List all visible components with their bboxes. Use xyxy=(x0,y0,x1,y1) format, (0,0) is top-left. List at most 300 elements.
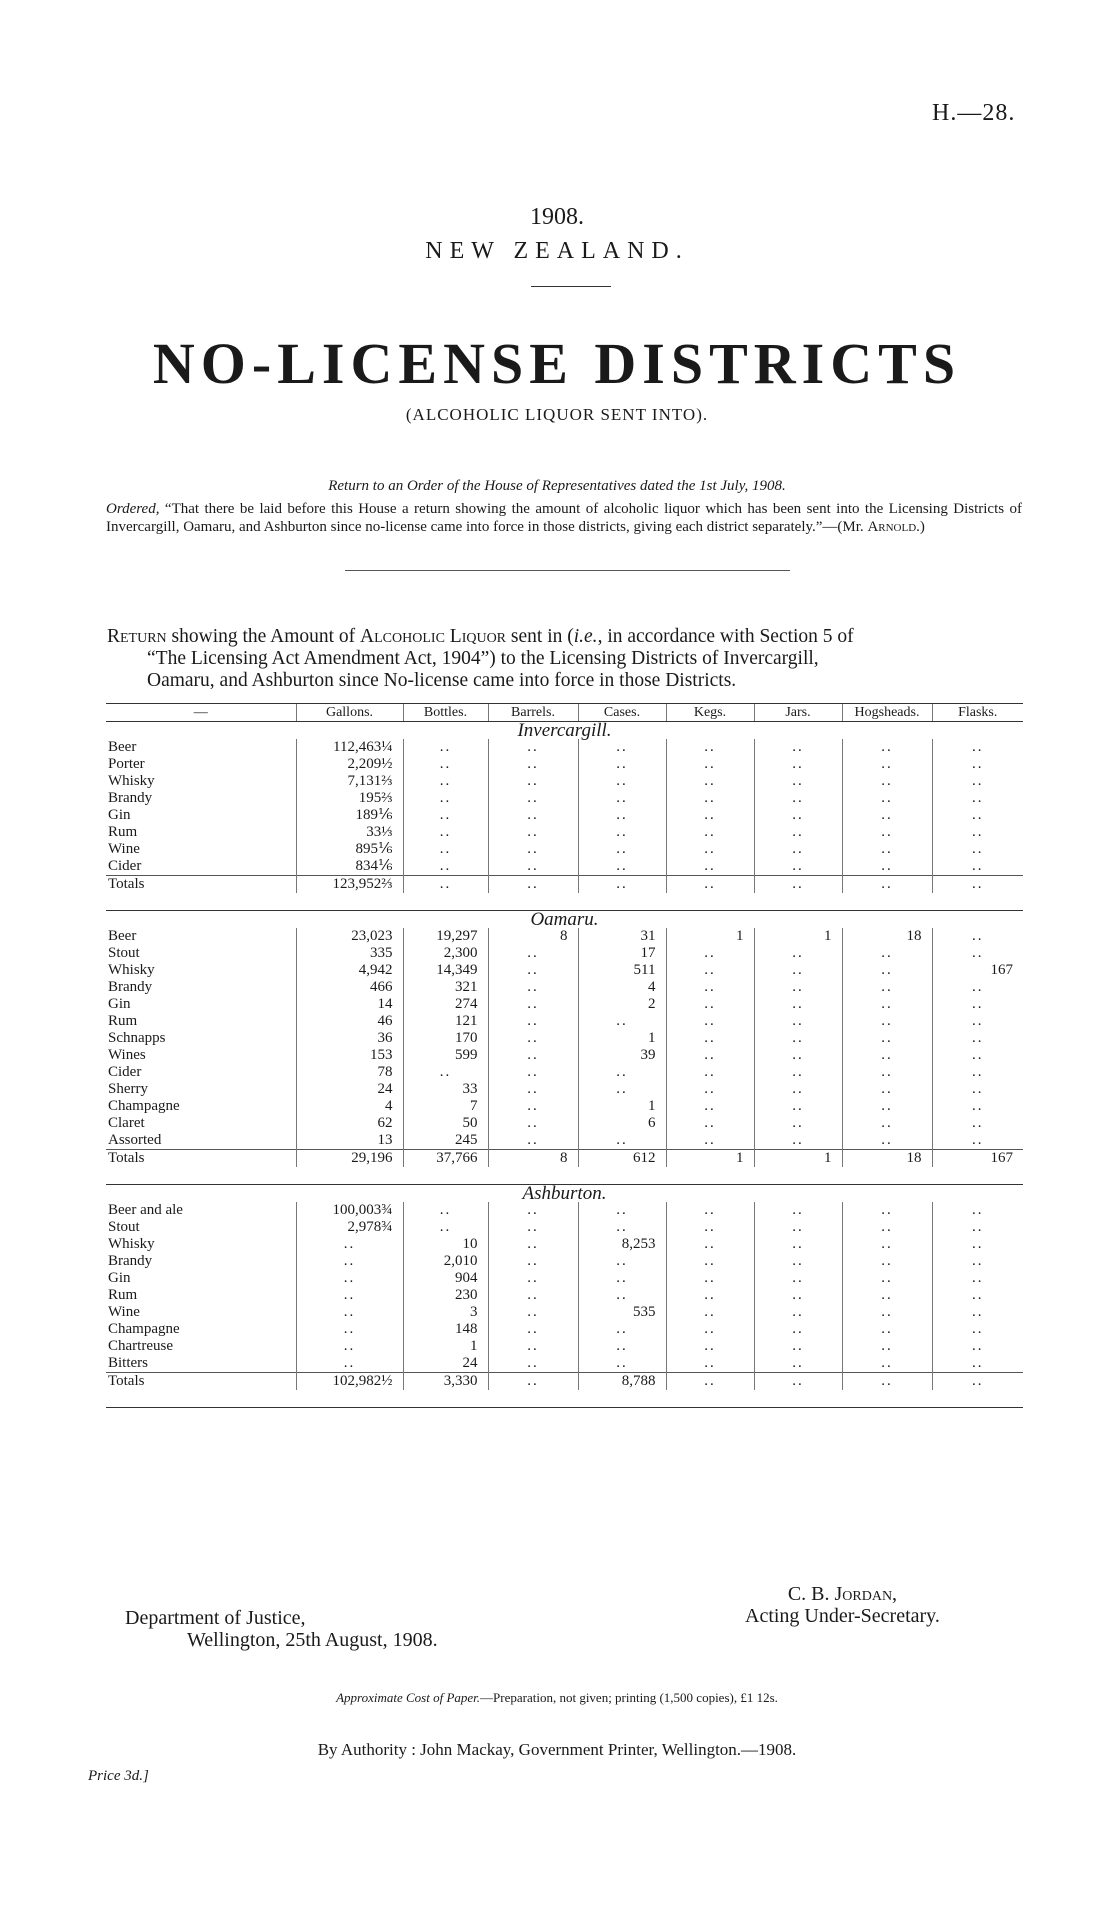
table-cell: .. xyxy=(666,1355,754,1373)
table-cell: .. xyxy=(932,1304,1023,1321)
table-cell: .. xyxy=(842,876,932,894)
liquor-name: Champagne xyxy=(108,1321,180,1337)
table-cell: .. xyxy=(754,962,842,979)
page-title: NO-LICENSE DISTRICTS xyxy=(152,331,962,396)
table-cell: 167 xyxy=(932,1150,1023,1168)
table-cell: .. xyxy=(666,739,754,756)
return-table xyxy=(106,703,1023,1408)
table-cell: .. xyxy=(578,1338,666,1355)
table-cell: .. xyxy=(578,1013,666,1030)
table-cell: 33⅓ xyxy=(296,824,403,841)
table-cell: .. xyxy=(754,1047,842,1064)
table-cell: .. xyxy=(296,1287,403,1304)
cost-note xyxy=(0,1690,1114,1706)
table-cell: .. xyxy=(842,1355,932,1373)
return-ie: i.e. xyxy=(573,626,598,647)
table-cell: .. xyxy=(754,756,842,773)
table-cell: .. xyxy=(932,841,1023,858)
table-cell: .. xyxy=(754,790,842,807)
table-cell: 4 xyxy=(578,979,666,996)
table-cell: 1 xyxy=(403,1338,488,1355)
table-cell: .. xyxy=(666,1030,754,1047)
table-cell: .. xyxy=(666,996,754,1013)
table-body xyxy=(106,722,1023,1408)
table-cell: .. xyxy=(666,1304,754,1321)
liquor-name: Bitters xyxy=(108,1355,148,1371)
table-cell: 904 xyxy=(403,1270,488,1287)
table-cell: 14 xyxy=(296,996,403,1013)
table-cell: .. xyxy=(488,1219,578,1236)
table-cell: .. xyxy=(754,1098,842,1115)
document-year: 1908. xyxy=(530,204,584,230)
table-cell: .. xyxy=(403,1202,488,1219)
table-cell: 14,349 xyxy=(403,962,488,979)
table-row xyxy=(106,1321,1023,1338)
table-cell: .. xyxy=(754,1304,842,1321)
table-cell: .. xyxy=(578,1253,666,1270)
table-cell: .. xyxy=(296,1236,403,1253)
table-cell: .. xyxy=(754,1338,842,1355)
table-cell: .. xyxy=(403,807,488,824)
liquor-name: Porter xyxy=(108,756,145,772)
table-cell: .. xyxy=(754,773,842,790)
table-cell: .. xyxy=(488,979,578,996)
table-cell: .. xyxy=(666,979,754,996)
table-cell: .. xyxy=(932,1115,1023,1132)
table-cell: .. xyxy=(578,1287,666,1304)
table-row xyxy=(106,841,1023,858)
table-cell: .. xyxy=(842,1132,932,1150)
table-cell: .. xyxy=(754,876,842,894)
table-cell: .. xyxy=(666,841,754,858)
table-cell: .. xyxy=(842,1030,932,1047)
liquor-name: Wine xyxy=(108,841,140,857)
table-cell: .. xyxy=(842,996,932,1013)
table-row xyxy=(106,773,1023,790)
table-cell: .. xyxy=(754,1219,842,1236)
table-cell: .. xyxy=(666,962,754,979)
table-cell: 17 xyxy=(578,945,666,962)
table-cell: .. xyxy=(296,1338,403,1355)
table-cell: .. xyxy=(754,1321,842,1338)
table-cell: .. xyxy=(842,945,932,962)
table-cell: .. xyxy=(754,1064,842,1081)
table-cell: 123,952⅔ xyxy=(296,876,403,894)
table-header-row xyxy=(106,704,1023,722)
column-header: Flasks. xyxy=(932,704,1023,722)
table-cell: .. xyxy=(754,1373,842,1391)
return-heading xyxy=(107,626,1025,692)
table-cell: .. xyxy=(932,1321,1023,1338)
order-reference: Return to an Order of the House of Representatives dated the 1st July, 1908. xyxy=(328,478,786,494)
column-header: — xyxy=(106,704,296,722)
district-separator xyxy=(106,1167,1023,1185)
table-cell: 78 xyxy=(296,1064,403,1081)
table-cell: 29,196 xyxy=(296,1150,403,1168)
table-cell: 895⅙ xyxy=(296,841,403,858)
table-cell: 102,982½ xyxy=(296,1373,403,1391)
table-cell: .. xyxy=(932,928,1023,945)
table-cell: .. xyxy=(578,790,666,807)
table-cell: .. xyxy=(842,1115,932,1132)
table-cell: .. xyxy=(403,790,488,807)
table-cell: .. xyxy=(488,773,578,790)
return-liquor-word: Alcoholic Liquor xyxy=(360,626,507,647)
table-cell: .. xyxy=(754,841,842,858)
liquor-name: Schnapps xyxy=(108,1030,166,1046)
liquor-name: Beer xyxy=(108,928,137,944)
table-cell: 7 xyxy=(403,1098,488,1115)
ordered-member: Arnold xyxy=(867,519,917,535)
liquor-name: Wines xyxy=(108,1047,146,1063)
table-cell: .. xyxy=(842,1047,932,1064)
liquor-name: Beer and ale xyxy=(108,1202,183,1218)
column-header: Gallons. xyxy=(296,704,403,722)
table-cell: .. xyxy=(488,1064,578,1081)
table-cell: .. xyxy=(488,1115,578,1132)
table-cell: .. xyxy=(932,945,1023,962)
ordered-label: Ordered, xyxy=(106,501,160,517)
table-cell: .. xyxy=(488,1098,578,1115)
separator-cell xyxy=(106,1167,1023,1185)
column-header: Hogsheads. xyxy=(842,704,932,722)
department-location-date: Wellington, 25th August, 1908. xyxy=(187,1629,438,1651)
totals-row xyxy=(106,876,1023,894)
return-word: Return xyxy=(107,626,167,647)
liquor-name: Assorted xyxy=(108,1132,162,1148)
liquor-name: Claret xyxy=(108,1115,145,1131)
table-cell: .. xyxy=(578,841,666,858)
table-cell: .. xyxy=(754,1236,842,1253)
column-header: Jars. xyxy=(754,704,842,722)
table-cell: .. xyxy=(403,756,488,773)
table-cell: .. xyxy=(842,1013,932,1030)
table-cell: 612 xyxy=(578,1150,666,1168)
table-cell: .. xyxy=(666,1202,754,1219)
table-cell: .. xyxy=(932,996,1023,1013)
table-cell: 8,788 xyxy=(578,1373,666,1391)
liquor-name: Cider xyxy=(108,1064,142,1080)
table-cell: .. xyxy=(754,1202,842,1219)
table-cell: .. xyxy=(666,1115,754,1132)
district-name: Oamaru. xyxy=(530,909,599,930)
ordered-body: “That there be laid before this House a return showing the amount of alcoholic liquor which has been sent into the Licensing Districts of Invercargill, Oamaru, and Ashburton since no-license came into force in those districts, giving each district separately.”—(Mr. xyxy=(106,501,1023,535)
table-cell: .. xyxy=(666,945,754,962)
table-row xyxy=(106,1236,1023,1253)
table-row xyxy=(106,1355,1023,1373)
section-divider xyxy=(345,570,790,571)
table-cell: .. xyxy=(932,739,1023,756)
table-row xyxy=(106,979,1023,996)
table-cell: 1 xyxy=(578,1030,666,1047)
table-cell: .. xyxy=(403,1064,488,1081)
table-row xyxy=(106,1098,1023,1115)
table-cell: .. xyxy=(488,1321,578,1338)
table-cell: .. xyxy=(754,1132,842,1150)
table-cell: .. xyxy=(932,824,1023,841)
table-cell: .. xyxy=(666,773,754,790)
table-cell: .. xyxy=(842,790,932,807)
table-cell: .. xyxy=(932,1355,1023,1373)
table-cell: 36 xyxy=(296,1030,403,1047)
table-cell: 13 xyxy=(296,1132,403,1150)
table-cell: 8,253 xyxy=(578,1236,666,1253)
table-cell: .. xyxy=(932,979,1023,996)
table-row xyxy=(106,1202,1023,1219)
table-cell: .. xyxy=(754,824,842,841)
table-cell: .. xyxy=(842,1321,932,1338)
liquor-name: Brandy xyxy=(108,790,153,806)
table-cell: 100,003¾ xyxy=(296,1202,403,1219)
return-text-part: , in accordance with Section 5 of xyxy=(597,626,854,647)
table-cell: 8 xyxy=(488,1150,578,1168)
table-cell: .. xyxy=(754,739,842,756)
table-cell: 274 xyxy=(403,996,488,1013)
table-cell: .. xyxy=(932,1373,1023,1391)
table-cell: 1 xyxy=(754,1150,842,1168)
district-separator xyxy=(106,893,1023,911)
table-cell: 245 xyxy=(403,1132,488,1150)
table-cell: .. xyxy=(488,1132,578,1150)
table-cell: .. xyxy=(932,1219,1023,1236)
table-cell: 50 xyxy=(403,1115,488,1132)
table-cell: .. xyxy=(842,1219,932,1236)
table-cell: 167 xyxy=(932,962,1023,979)
table-row xyxy=(106,1219,1023,1236)
table-cell: .. xyxy=(754,996,842,1013)
table-cell: .. xyxy=(578,876,666,894)
table-cell: .. xyxy=(488,756,578,773)
cost-text: —Preparation, not given; printing (1,500 copies), £1 12s. xyxy=(480,1690,778,1705)
table-row xyxy=(106,790,1023,807)
table-row xyxy=(106,996,1023,1013)
table-row xyxy=(106,945,1023,962)
table-cell: .. xyxy=(666,807,754,824)
separator-cell xyxy=(106,1390,1023,1408)
table-cell: .. xyxy=(666,790,754,807)
table-cell: 7,131⅔ xyxy=(296,773,403,790)
table-cell: .. xyxy=(842,1064,932,1081)
table-cell: .. xyxy=(932,1338,1023,1355)
table-cell: 335 xyxy=(296,945,403,962)
table-cell: .. xyxy=(488,876,578,894)
table-cell: 3,330 xyxy=(403,1373,488,1391)
table-cell: 112,463¼ xyxy=(296,739,403,756)
table-cell: .. xyxy=(488,945,578,962)
return-text-part: sent in ( xyxy=(506,626,574,647)
table-cell: 466 xyxy=(296,979,403,996)
table-row xyxy=(106,1287,1023,1304)
table-cell: 535 xyxy=(578,1304,666,1321)
table-cell: .. xyxy=(842,773,932,790)
table-cell: .. xyxy=(754,1081,842,1098)
table-cell: .. xyxy=(666,824,754,841)
table-cell: .. xyxy=(754,1030,842,1047)
table-cell: 1 xyxy=(666,928,754,945)
table-cell: .. xyxy=(488,790,578,807)
table-cell: .. xyxy=(666,1287,754,1304)
table-cell: 148 xyxy=(403,1321,488,1338)
district-name: Ashburton. xyxy=(522,1183,607,1204)
table-cell: .. xyxy=(842,1081,932,1098)
table-cell: .. xyxy=(842,1098,932,1115)
table-row xyxy=(106,1047,1023,1064)
liquor-name: Stout xyxy=(108,945,140,961)
table-cell: 1 xyxy=(666,1150,754,1168)
table-cell: .. xyxy=(578,1081,666,1098)
table-cell: .. xyxy=(578,1132,666,1150)
table-cell: .. xyxy=(754,979,842,996)
table-cell: .. xyxy=(666,756,754,773)
table-cell: .. xyxy=(842,1253,932,1270)
return-text-part: showing the Amount of xyxy=(166,626,361,647)
table-cell: 6 xyxy=(578,1115,666,1132)
table-cell: .. xyxy=(842,1270,932,1287)
table-cell: 2,010 xyxy=(403,1253,488,1270)
column-header: Cases. xyxy=(578,704,666,722)
signature-block xyxy=(745,1583,940,1627)
table-cell: 31 xyxy=(578,928,666,945)
document-reference: H.—28. xyxy=(932,100,1016,126)
table-cell: .. xyxy=(488,1202,578,1219)
table-cell: .. xyxy=(842,979,932,996)
district-heading-row xyxy=(106,722,1023,740)
table-cell: .. xyxy=(754,858,842,876)
table-cell: 834⅙ xyxy=(296,858,403,876)
table-cell: .. xyxy=(932,876,1023,894)
liquor-name: Whisky xyxy=(108,1236,155,1252)
table-cell: .. xyxy=(932,1270,1023,1287)
order-text xyxy=(106,500,1022,536)
table-cell: .. xyxy=(842,962,932,979)
table-cell: .. xyxy=(296,1321,403,1338)
department-name: Department of Justice, xyxy=(125,1607,306,1629)
table-cell: .. xyxy=(488,1236,578,1253)
table-cell: 18 xyxy=(842,1150,932,1168)
liquor-name: Cider xyxy=(108,858,142,874)
table-cell: .. xyxy=(403,773,488,790)
table-row xyxy=(106,1132,1023,1150)
table-cell: .. xyxy=(666,1270,754,1287)
table-cell: .. xyxy=(488,1373,578,1391)
table-cell: 321 xyxy=(403,979,488,996)
table-cell: 8 xyxy=(488,928,578,945)
district-name: Invercargill. xyxy=(517,720,612,741)
table-cell: 195⅔ xyxy=(296,790,403,807)
table-cell: .. xyxy=(666,1219,754,1236)
table-cell: .. xyxy=(754,807,842,824)
liquor-name: Wine xyxy=(108,1304,140,1320)
price: Price 3d.] xyxy=(88,1768,149,1784)
table-cell: .. xyxy=(666,1132,754,1150)
table-cell: 24 xyxy=(403,1355,488,1373)
table-cell: .. xyxy=(488,807,578,824)
table-cell: .. xyxy=(578,807,666,824)
table-cell: .. xyxy=(488,739,578,756)
liquor-name: Brandy xyxy=(108,1253,153,1269)
table-cell: .. xyxy=(932,858,1023,876)
table-row xyxy=(106,1081,1023,1098)
table-cell: .. xyxy=(666,1373,754,1391)
table-cell: .. xyxy=(578,1270,666,1287)
table-cell: 1 xyxy=(578,1098,666,1115)
table-row xyxy=(106,1064,1023,1081)
table-row xyxy=(106,1338,1023,1355)
table-cell: .. xyxy=(842,1236,932,1253)
liquor-name: Rum xyxy=(108,1013,138,1029)
title-divider xyxy=(531,286,611,287)
liquor-name: Brandy xyxy=(108,979,153,995)
table-cell: .. xyxy=(754,1253,842,1270)
table-cell: .. xyxy=(578,824,666,841)
table-cell: .. xyxy=(754,1270,842,1287)
table-cell: .. xyxy=(488,841,578,858)
totals-label: Totals xyxy=(106,1150,296,1168)
table-cell: .. xyxy=(666,1338,754,1355)
liquor-name: Whisky xyxy=(108,773,155,789)
table-cell: .. xyxy=(932,773,1023,790)
totals-label: Totals xyxy=(106,1373,296,1391)
table-cell: .. xyxy=(488,1304,578,1321)
ordered-end: .) xyxy=(916,519,925,535)
table-cell: .. xyxy=(403,824,488,841)
table-row xyxy=(106,1030,1023,1047)
table-cell: .. xyxy=(666,1236,754,1253)
table-cell: 1 xyxy=(754,928,842,945)
table-cell: .. xyxy=(578,1355,666,1373)
table-cell: 511 xyxy=(578,962,666,979)
table-row xyxy=(106,928,1023,945)
table-cell: .. xyxy=(932,756,1023,773)
table-cell: 19,297 xyxy=(403,928,488,945)
liquor-name: Chartreuse xyxy=(108,1338,173,1354)
table-cell: .. xyxy=(932,1064,1023,1081)
liquor-name: Whisky xyxy=(108,962,155,978)
table-cell: .. xyxy=(488,1253,578,1270)
table-cell: .. xyxy=(666,1064,754,1081)
table-cell: .. xyxy=(488,1030,578,1047)
table-cell: .. xyxy=(296,1270,403,1287)
table-cell: .. xyxy=(754,945,842,962)
table-cell: .. xyxy=(403,1219,488,1236)
table-cell: .. xyxy=(488,1338,578,1355)
liquor-name: Gin xyxy=(108,996,131,1012)
table-cell: 37,766 xyxy=(403,1150,488,1168)
table-cell: .. xyxy=(578,1064,666,1081)
table-cell: 189⅙ xyxy=(296,807,403,824)
column-header: Bottles. xyxy=(403,704,488,722)
table-cell: .. xyxy=(842,1202,932,1219)
column-header: Kegs. xyxy=(666,704,754,722)
table-cell: .. xyxy=(578,1202,666,1219)
table-cell: 18 xyxy=(842,928,932,945)
liquor-name: Stout xyxy=(108,1219,140,1235)
totals-label: Totals xyxy=(106,876,296,894)
table-cell: 153 xyxy=(296,1047,403,1064)
country-heading: NEW ZEALAND. xyxy=(425,238,689,264)
table-cell: .. xyxy=(754,1287,842,1304)
table-cell: 2,209½ xyxy=(296,756,403,773)
return-line-3: Oamaru, and Ashburton since No-license came into force in those Districts. xyxy=(147,670,737,691)
table-cell: .. xyxy=(932,1236,1023,1253)
table-cell: .. xyxy=(842,824,932,841)
table-row xyxy=(106,1304,1023,1321)
table-cell: 3 xyxy=(403,1304,488,1321)
table-cell: .. xyxy=(842,807,932,824)
table-row xyxy=(106,962,1023,979)
liquor-name: Champagne xyxy=(108,1098,180,1114)
table-cell: .. xyxy=(578,1321,666,1338)
